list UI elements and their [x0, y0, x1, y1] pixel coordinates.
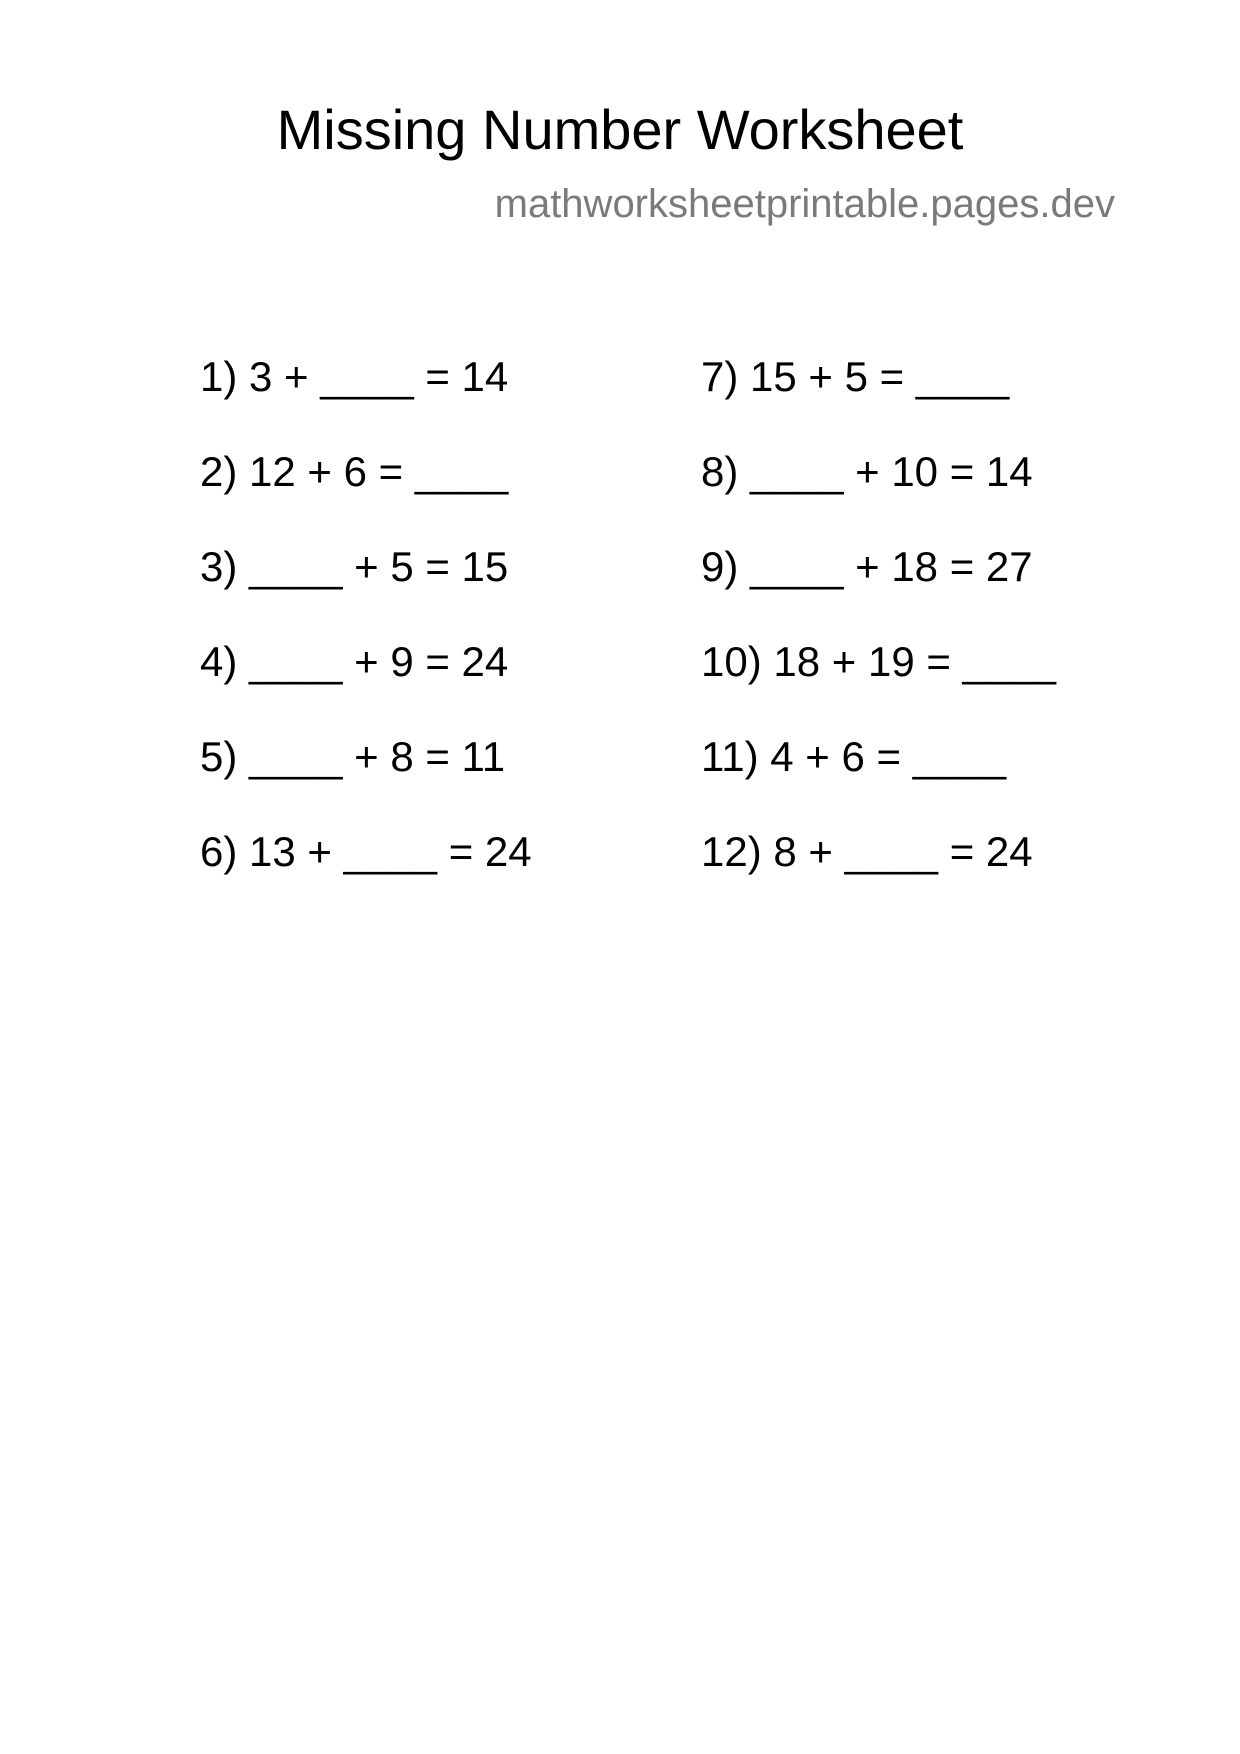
problem-12: 12) 8 + ____ = 24: [701, 828, 1033, 875]
page-title: Missing Number Worksheet: [276, 98, 964, 161]
problem-8: 8) ____ + 10 = 14: [701, 448, 1033, 495]
source-url: mathworksheetprintable.pages.dev: [494, 182, 1115, 226]
problem-10: 10) 18 + 19 = ____: [701, 638, 1056, 685]
problem-11: 11) 4 + 6 = ____: [701, 733, 1007, 780]
problem-4: 4) ____ + 9 = 24: [200, 638, 509, 685]
problem-column-left: [200, 353, 532, 923]
problem-7: 7) 15 + 5 = ____: [701, 353, 1010, 400]
problem-9: 9) ____ + 18 = 27: [701, 543, 1033, 590]
problem-1: 1) 3 + ____ = 14: [200, 353, 509, 400]
problem-6: 6) 13 + ____ = 24: [200, 828, 532, 875]
problem-5: 5) ____ + 8 = 11: [200, 733, 506, 780]
problem-2: 2) 12 + 6 = ____: [200, 448, 509, 495]
problem-3: 3) ____ + 5 = 15: [200, 543, 509, 590]
problem-column-right: [701, 353, 1056, 923]
